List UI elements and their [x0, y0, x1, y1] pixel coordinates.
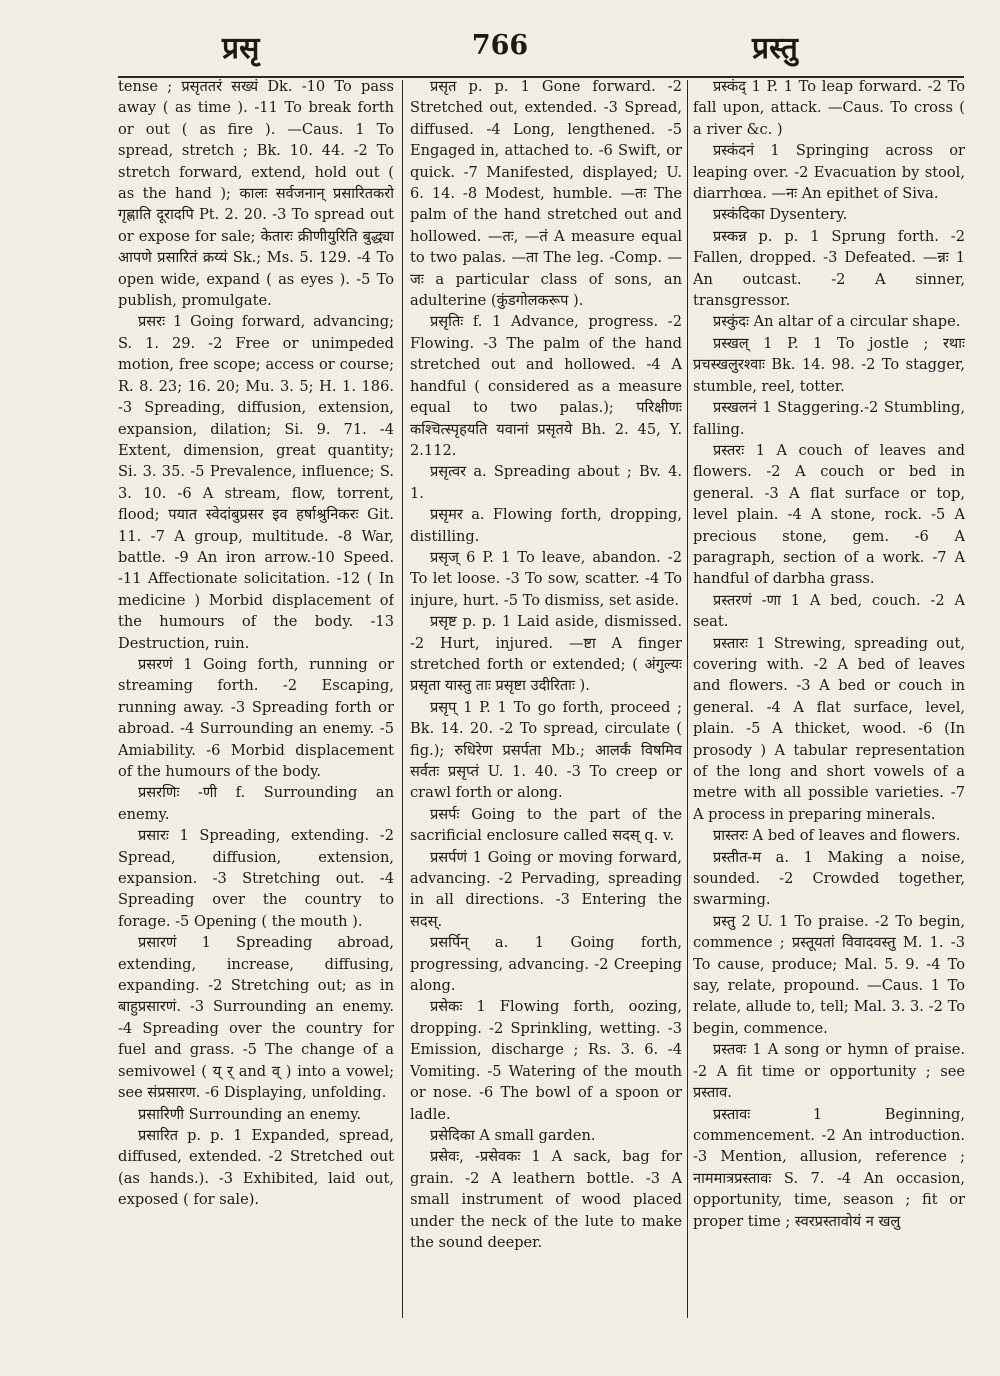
column-divider-2	[687, 80, 688, 1318]
entry-paragraph: प्रसर्पिन् a. 1 Going forth, progressing, advancing. -2 Creeping along.	[410, 934, 682, 995]
entry-paragraph: प्रास्तरः A bed of leaves and flowers.	[713, 827, 961, 845]
entry-paragraph: प्रसृतिः f. 1 Advance, progress. -2 Flowing. -3 The palm of the hand stretched out and hollowed. -4 A handful ( considered as a measure equal to two palas.); परिक्षीणः कश्चित्स्पृहयति यवानां प्रसृतये Bh. 2. 45, Y. 2.112.	[410, 313, 682, 459]
entry-paragraph: tense ; प्रसृततरं सख्यं Dk. -10 To pass away ( as time ). -11 To break forth or out ( as fire ). —Caus. 1 To spread, stretch ; Bk. 10. 44. -2 To stretch forward, extend, hold out ( as the hand ); कालः सर्वजनान् प्रसारितकरो गृह्णाति दूरादपि Pt. 2. 20. -3 To spread out or expose for sale; केतारः क्रीणीयुरिति बुद्ध्या आपणे प्रसारितं क्रय्यं Sk.; Ms. 5. 129. -4 To open wide, expand ( as eyes ). -5 To publish, promulgate.	[118, 78, 394, 310]
entry-paragraph: प्रसारिणी Surrounding an enemy.	[138, 1105, 362, 1123]
entry-paragraph: प्रसेदिका A small garden.	[430, 1126, 596, 1144]
entry-paragraph: प्रस्तरणं -णा 1 A bed, couch. -2 A seat.	[693, 591, 965, 631]
entry-paragraph: प्रसरणिः -णी f. Surrounding an enemy.	[118, 784, 394, 823]
entry-paragraph: प्रस्कुंदः An altar of a circular shape.	[713, 313, 961, 331]
right-guide-word: प्रस्तु	[752, 31, 798, 66]
entry-paragraph: प्रसारः 1 Spreading, extending. -2 Spread, diffusion, extension, expansion. -3 Stretching out. -4 Spreading over the country to forage. -5 Opening ( the mouth ).	[118, 827, 394, 930]
column-divider-1	[402, 80, 403, 1318]
entry-paragraph: प्रसेकः 1 Flowing forth, oozing, dropping. -2 Sprinkling, wetting. -3 Emission, discharge ; Rs. 3. 6. -4 Vomiting. -5 Watering of the mouth or nose. -6 The bowl of a spoon or ladle.	[410, 998, 682, 1123]
column-2	[410, 76, 682, 1316]
entry-paragraph: प्रस्कंदनं 1 Springing across or leaping over. -2 Evacuation by stool, diarrhœa. —नः An epithet of Siva.	[693, 142, 965, 203]
entry-paragraph: प्रस्कंद् 1 P. 1 To leap forward. -2 To fall upon, attack. —Caus. To cross ( a river &c. )	[693, 78, 965, 138]
entry-paragraph: प्रस्खलनं 1 Staggering.-2 Stumbling, falling.	[693, 399, 965, 438]
entry-paragraph: प्रसृप् 1 P. 1 To go forth, proceed ; Bk. 14. 20. -2 To spread, circulate ( fig.); रुधिरेण प्रसर्पता Mb.; आलर्कं विषमिव सर्वतः प्रसृप्तं U. 1. 40. -3 To creep or crawl forth or along.	[410, 698, 682, 802]
column-1	[118, 76, 394, 1316]
entry-paragraph: प्रस्कन्न p. p. 1 Sprung forth. -2 Fallen, dropped. -3 Defeated. —न्नः 1 An outcast. -2 A sinner, transgressor.	[693, 227, 965, 310]
page-header	[0, 26, 1000, 76]
entry-paragraph: प्रसृत्वर a. Spreading about ; Bv. 4. 1.	[410, 463, 682, 502]
entry-paragraph: प्रस्तीत-म a. 1 Making a noise, sounded. -2 Crowded together, swarming.	[693, 848, 965, 909]
column-3	[693, 76, 965, 1316]
entry-paragraph: प्रस्कंदिका Dysentery.	[713, 206, 848, 224]
entry-paragraph: प्रसारित p. p. 1 Expanded, spread, diffused, extended. -2 Stretched out (as hands.). -3 Exhibited, laid out, exposed ( for sale).	[118, 1126, 394, 1209]
entry-paragraph: प्रसृत p. p. 1 Gone forward. -2 Stretched out, extended. -3 Spread, diffused. -4 Long, lengthened. -5 Engaged in, attached to. -6 Swift, or quick. -7 Manifested, displayed; U. 6. 14. -8 Modest, humble. —तः The palm of the hand stretched out and hollowed. —तः, —तं A measure equal to two palas. —ता The leg. -Comp. —जः a particular class of sons, an adulterine (कुंडगोलकरूप ).	[410, 78, 682, 310]
entry-paragraph: प्रसृमर a. Flowing forth, dropping, distilling.	[410, 506, 682, 545]
entry-paragraph: प्रसेवः, -प्रसेवकः 1 A sack, bag for grain. -2 A leathern bottle. -3 A small instrument of wood placed under the neck of the lute to make the sound deeper.	[410, 1148, 682, 1251]
entry-paragraph: प्रसृज् 6 P. 1 To leave, abandon. -2 To let loose. -3 To sow, scatter. -4 To injure, hurt. -5 To dismiss, set aside.	[410, 548, 682, 609]
entry-paragraph: प्रसर्पणं 1 Going or moving forward, advancing. -2 Pervading, spreading in all directions. -3 Entering the सदस्.	[410, 848, 682, 930]
entry-paragraph: प्रस्तावः 1 Beginning, commencement. -2 An introduction. -3 Mention, allusion, reference ; नाममात्रप्रस्तावः S. 7. -4 An occasion, opportunity, time, season ; fit or proper time ; स्वरप्रस्तावोयं न खलु	[693, 1105, 965, 1230]
entry-paragraph: प्रसर्पः Going to the part of the sacrificial enclosure called सदस् q. v.	[410, 805, 682, 845]
left-guide-word: प्रसृ	[222, 31, 260, 66]
page-number: 766	[471, 30, 529, 61]
entry-paragraph: प्रस्तवः 1 A song or hymn of praise. -2 A fit time or opportunity ; see प्रस्ताव.	[693, 1041, 965, 1102]
entry-paragraph: प्रस्तारः 1 Strewing, spreading out, covering with. -2 A bed of leaves and flowers. -3 A bed or couch in general. -4 A flat surface, level, plain. -5 A thicket, wood. -6 (In prosody ) A tabular representation of the long and short vowels of a metre with all possible varieties. -7 A process in preparing minerals.	[693, 634, 965, 823]
entry-paragraph: प्रसारणं 1 Spreading abroad, extending, increase, diffusing, expanding. -2 Stretching out; as in बाहुप्रसारणं. -3 Surrounding an enemy. -4 Spreading over the country for fuel and grass. -5 The change of a semivowel ( य् र् and व् ) into a vowel; see संप्रसारण. -6 Displaying, unfolding.	[118, 934, 394, 1102]
entry-paragraph: प्रस्तरः 1 A couch of leaves and flowers. -2 A couch or bed in general. -3 A flat surface or top, level plain. -4 A stone, rock. -5 A precious stone, gem. -6 A paragraph, section of a work. -7 A handful of darbha grass.	[693, 441, 965, 588]
entry-paragraph: प्रस्तु 2 U. 1 To praise. -2 To begin, commence ; प्रस्तूयतां विवादवस्तु M. 1. -3 To cause, produce; Mal. 5. 9. -4 To say, relate, propound. —Caus. 1 To relate, allude to, tell; Mal. 3. 3. -2 To begin, commence.	[693, 912, 965, 1037]
entry-paragraph: प्रसरणं 1 Going forth, running or streaming forth. -2 Escaping, running away. -3 Spreading forth or abroad. -4 Surrounding an enemy. -5 Amiability. -6 Morbid displacement of the humours of the body.	[118, 655, 394, 780]
entry-paragraph: प्रसरः 1 Going forward, advancing; S. 1. 29. -2 Free or unimpeded motion, free scope; access or course; R. 8. 23; 16. 20; Mu. 3. 5; H. 1. 186. -3 Spreading, diffusion, extension, expansion, dilation; Si. 9. 71. -4 Extent, dimension, great quantity; Si. 3. 35. -5 Prevalence, influence; S. 3. 10. -6 A stream, flow, torrent, flood; पयात स्वेदांबुप्रसर इव हर्षाश्रुनिकरः Git. 11. -7 A group, multitude. -8 War, battle. -9 An iron arrow.-10 Speed. -11 Affectionate solicitation. -12 ( In medicine ) Morbid displacement of the humours of the body. -13 Destruction, ruin.	[118, 313, 394, 652]
entry-paragraph: प्रस्खल् 1 P. 1 To jostle ; रथाः प्रचस्खलुरश्वाः Bk. 14. 98. -2 To stagger, stumble, reel, totter.	[693, 334, 965, 395]
entry-paragraph: प्रसृष्ट p. p. 1 Laid aside, dismissed. -2 Hurt, injured. —ष्टा A finger stretched forth or extended; ( अंगुल्यः प्रसृता यास्तु ताः प्रसृष्टा उदीरिताः ).	[410, 613, 682, 695]
